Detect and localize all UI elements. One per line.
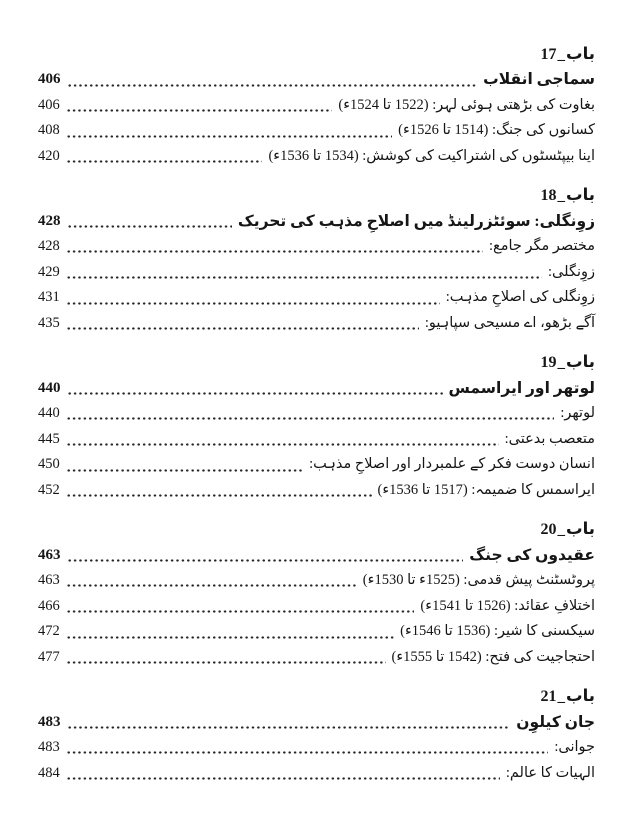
entry-row [38, 234, 595, 260]
chapter-header [38, 515, 595, 542]
dots-leader [66, 234, 483, 260]
dots-leader [67, 709, 511, 735]
entry-text: لوتھر: [560, 405, 595, 422]
entry-text: اختلافِ عقائد: (1526 تا 1541ء) [420, 597, 595, 614]
page-number: 466 [38, 597, 60, 614]
page-number: 406 [38, 71, 61, 88]
chapter-separator: _ [557, 689, 566, 706]
page-number: 440 [38, 379, 61, 396]
chapter-label: باب [566, 185, 595, 205]
chapter-number: 20 [540, 521, 557, 539]
entry-text: الہیات کا عالم: [505, 764, 595, 781]
entry-row [38, 285, 595, 311]
entry-text: اینا بیپٹسٹوں کی اشتراکیت کی کوشش: (1534 تا 1536ء) [268, 148, 595, 165]
entry-text: سیکسنی کا شیر: (1536 تا 1546ء) [400, 623, 595, 640]
chapter-number: 21 [540, 688, 557, 706]
dots-leader [66, 144, 263, 170]
entry-row [38, 645, 595, 671]
chapter-number: 18 [540, 187, 557, 205]
toc [38, 40, 595, 798]
chapter-number: 17 [540, 46, 557, 63]
chapter-header [38, 40, 595, 67]
chapter-header [38, 348, 595, 375]
entry-row [38, 144, 595, 170]
entry-text: پروٹسٹنٹ پیش قدمی: (1525ء تا 1530ء) [362, 572, 595, 589]
dots-leader [66, 568, 357, 594]
page-number: 450 [38, 456, 60, 473]
chapter-block [38, 515, 595, 670]
chapter-block [38, 682, 595, 786]
entry-row [38, 478, 595, 504]
dots-leader [66, 118, 392, 144]
page-number: 408 [38, 122, 60, 139]
page-number: 428 [38, 212, 61, 229]
page-number: 429 [38, 263, 60, 280]
chapter-separator: _ [557, 522, 566, 539]
entry-row [38, 427, 595, 453]
dots-leader [67, 542, 464, 568]
entry-row [38, 568, 595, 594]
chapter-label: باب [566, 352, 595, 372]
dots-leader [66, 93, 333, 119]
entry-text: آگے بڑھو، اے مسیحی سپاہیو: [424, 315, 595, 332]
chapter-separator: _ [557, 188, 566, 205]
page-number: 435 [38, 315, 60, 332]
chapter-label: باب [566, 519, 595, 539]
entry-row [38, 452, 595, 478]
chapter-header [38, 682, 595, 709]
chapter-title-row [38, 375, 595, 401]
dots-leader [66, 311, 419, 337]
dots-leader [66, 260, 542, 286]
page-number: 452 [38, 482, 60, 499]
entry-row [38, 260, 595, 286]
entry-text: متعصب بدعتی: [504, 430, 595, 447]
dots-leader [66, 619, 394, 645]
dots-leader [66, 285, 440, 311]
page-number: 406 [38, 96, 60, 113]
dots-leader [67, 67, 478, 93]
entry-text: زوِنگلی: [548, 263, 595, 280]
chapter-title-text: عقیدوں کی جنگ [469, 546, 595, 564]
page-number: 445 [38, 430, 60, 447]
dots-leader [66, 427, 499, 453]
chapter-block [38, 348, 595, 503]
dots-leader [66, 452, 303, 478]
entry-row [38, 735, 595, 761]
dots-leader [66, 478, 372, 504]
chapter-title-row [38, 542, 595, 568]
page-number: 483 [38, 739, 60, 756]
chapter-title-row [38, 709, 595, 735]
entry-text: احتجاجیت کی فتح: (1542 تا 1555ء) [391, 648, 595, 665]
chapter-number: 19 [540, 354, 557, 372]
entry-row [38, 760, 595, 786]
entry-row [38, 401, 595, 427]
chapter-block [38, 181, 595, 336]
chapter-title-text: لوتھر اور ایراسمس [448, 379, 595, 397]
page-number: 420 [38, 148, 60, 165]
chapter-title-row [38, 208, 595, 234]
entry-text: زوِنگلی کی اصلاحِ مذہب: [445, 289, 595, 306]
chapter-block [38, 40, 595, 169]
entry-text: جوانی: [554, 739, 595, 756]
page-number: 428 [38, 238, 60, 255]
dots-leader [66, 401, 555, 427]
chapter-header [38, 181, 595, 208]
page-number: 463 [38, 546, 61, 563]
entry-row [38, 311, 595, 337]
page-number: 472 [38, 623, 60, 640]
dots-leader [66, 735, 549, 761]
page-number: 484 [38, 764, 60, 781]
chapter-title-row [38, 67, 595, 93]
entry-text: کسانوں کی جنگ: (1514 تا 1526ء) [398, 122, 595, 139]
chapter-separator: _ [557, 47, 566, 63]
chapter-label: باب [566, 686, 595, 706]
page-number: 440 [38, 405, 60, 422]
page-number: 463 [38, 572, 60, 589]
entry-row [38, 594, 595, 620]
page-number: 483 [38, 713, 61, 730]
page-number: 477 [38, 648, 60, 665]
entry-text: مختصر مگر جامع: [489, 238, 595, 255]
chapter-title-text: جان کیلوِن [516, 713, 595, 731]
dots-leader [66, 594, 415, 620]
dots-leader [67, 208, 232, 234]
entry-text: بغاوت کی بڑھتی ہوئی لہر: (1522 تا 1524ء) [338, 96, 595, 113]
chapter-title-text: زوِنگلی: سوئٹزرلینڈ میں اصلاحِ مذہب کی تحریک [237, 212, 595, 230]
entry-row [38, 118, 595, 144]
entry-text: انسان دوست فکر کے علمبردار اور اصلاحِ مذہب: [309, 456, 595, 473]
entry-text: ایراسمس کا ضمیمہ: (1517 تا 1536ء) [377, 482, 595, 499]
entry-row [38, 93, 595, 119]
dots-leader [66, 760, 500, 786]
page-number: 431 [38, 289, 60, 306]
chapter-separator: _ [557, 355, 566, 372]
chapter-label: باب [566, 44, 595, 63]
entry-row [38, 619, 595, 645]
dots-leader [67, 375, 443, 401]
chapter-title-text: سماجی انقلاب [483, 71, 595, 89]
dots-leader [66, 645, 386, 671]
